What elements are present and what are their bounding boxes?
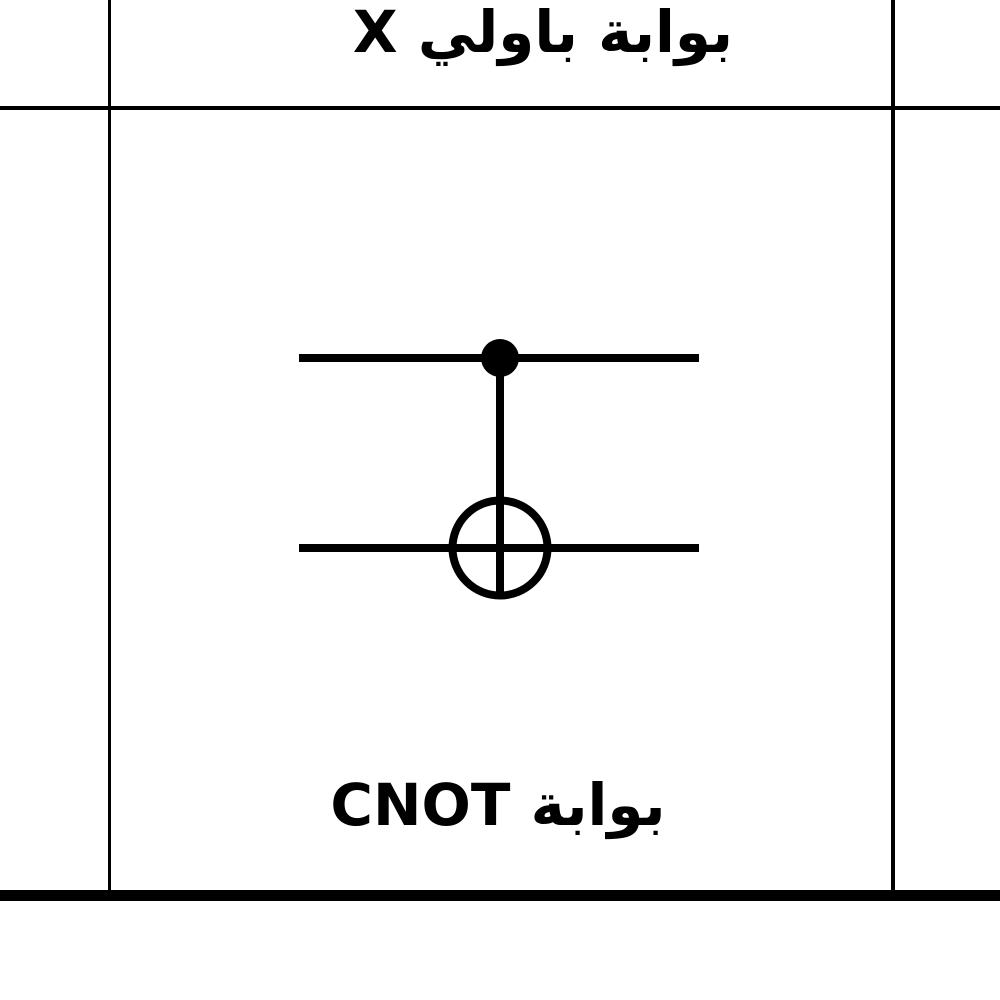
target-xor-circle (453, 501, 548, 596)
pauli-x-gate-label: بوابة باولي X (352, 0, 734, 66)
table-bottom-border-thick (0, 890, 1000, 901)
cnot-gate-label: بوابة CNOT (330, 771, 666, 839)
table-column-border-right (891, 0, 895, 890)
table-row-divider (0, 106, 1000, 110)
table-column-border-left (108, 0, 112, 890)
control-dot (481, 339, 519, 377)
